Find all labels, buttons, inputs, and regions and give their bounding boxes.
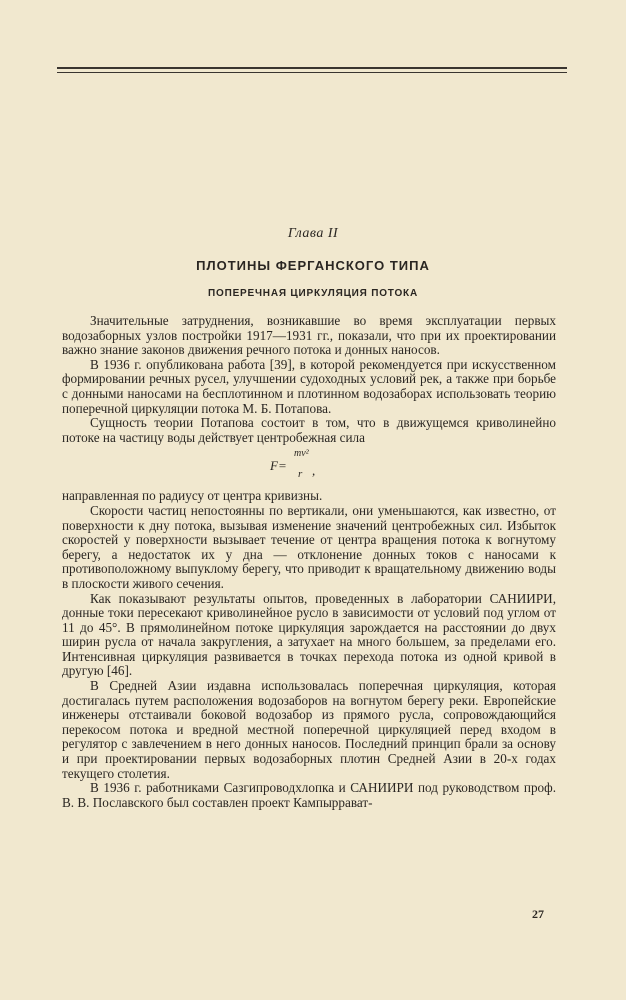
paragraph-7: В Средней Азии издавна использовалась поперечная циркуляция, которая достигалась путем расположения водозаборов на вогнутом берегу реки. Европейские инженеры отстаивали боковой водозабор из прямого русла, сопровождающийся перекосом потока и вредной местной поперечной циркуляцией перед входом в регулятор с завлечением в него донных наносов. Последний принцип брали за основу и при проектировании первых водозаборных плотин Средней Азии в 20-х годах текущего столетия. xyxy=(62,678,556,781)
chapter-heading: Глава II xyxy=(287,226,339,241)
formula-trail: , xyxy=(312,463,316,479)
paragraph-3: Сущность теории Потапова состоит в том, что в движущемся криволинейно потоке на частицу воды действует центробежная сила xyxy=(62,415,556,445)
page-number: 27 xyxy=(532,907,544,921)
formula-numerator: mv² xyxy=(294,448,309,460)
paragraph-4: направленная по радиусу от центра кривизны. xyxy=(62,488,323,504)
paragraph-8: В 1936 г. работниками Сазгипроводхлопка и САНИИРИ под руководством проф. В. В. Пославского был составлен проект Кампыррават- xyxy=(62,780,556,810)
paragraph-5: Скорости частиц непостоянны по вертикали, они уменьшаются, как известно, от поверхности к дну потока, вызывая изменение значений центробежных сил. Избыток скоростей у поверхности вызывает течение от центра вращения потока к вогнутому берегу, а недостаток их у дна — отклонение донных токов с наносами к противоположному выпуклому берегу, что приводит к вращательному движению воды в плоскости живого сечения. xyxy=(62,502,556,591)
formula-lhs: F= xyxy=(270,458,287,474)
paragraph-2: В 1936 г. опубликована работа [39], в которой рекомендуется при искусственном формировании речных русел, улучшении судоходных условий рек, а также при борьбе с донными наносами на бесплотинном и плотинном водозаборах использовать теорию поперечной циркуляции потока М. Б. Потапова. xyxy=(62,356,556,416)
body-text xyxy=(62,314,556,810)
header-rule-thin xyxy=(57,72,567,73)
formula-denominator: r xyxy=(298,468,303,481)
centrifugal-force-formula xyxy=(62,447,556,487)
section-subtitle: ПОПЕРЕЧНАЯ ЦИРКУЛЯЦИЯ ПОТОКА xyxy=(208,288,418,299)
chapter-title: ПЛОТИНЫ ФЕРГАНСКОГО ТИПА xyxy=(196,258,430,273)
paragraph-6: Как показывают результаты опытов, проведенных в лаборатории САНИИРИ, донные токи пересекают криволинейное русло в зависимости от условий под углом от 11 до 45°. В прямолинейном потоке циркуляция зарождается на расстоянии до двух ширин русла от начала закругления, а затухает на много большем, за пределами его. Интенсивная циркуляция развивается в точках перехода потока из одной кривой в другую [46]. xyxy=(62,590,556,679)
header-rule-thick xyxy=(57,67,567,69)
paragraph-1: Значительные затруднения, возникавшие во время эксплуатации первых водозаборных узлов постройки 1917—1931 гг., показали, что при их проектировании важно знание законов движения речного потока и донных наносов. xyxy=(62,313,556,358)
